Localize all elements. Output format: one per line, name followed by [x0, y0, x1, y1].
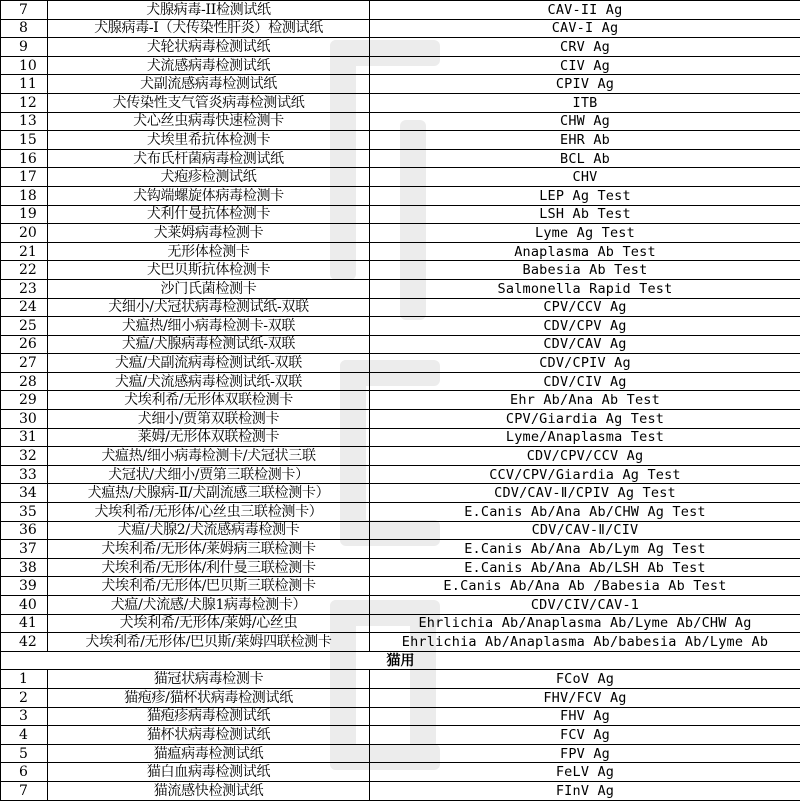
- table-row: [1, 168, 800, 187]
- product-name: 犬心丝虫病毒快速检测卡: [48, 112, 370, 131]
- table-row: [1, 410, 800, 429]
- table-row: [1, 558, 800, 577]
- table-row: [1, 224, 800, 243]
- product-code: FCoV Ag: [370, 670, 800, 689]
- product-code: CAV-II Ag: [370, 1, 800, 20]
- table-row: [1, 540, 800, 559]
- table-row: [1, 335, 800, 354]
- product-name: 猫白血病毒检测试纸: [48, 763, 370, 782]
- table-row: [1, 503, 800, 522]
- table-row: [1, 428, 800, 447]
- table-row: [1, 484, 800, 503]
- table-row: [1, 56, 800, 75]
- row-number: 30: [1, 410, 48, 429]
- row-number: 24: [1, 298, 48, 317]
- product-name: 犬布氏杆菌病毒检测试纸: [48, 149, 370, 168]
- row-number: 20: [1, 224, 48, 243]
- product-name: 犬埃利希/无形体/巴贝斯三联检测卡: [48, 577, 370, 596]
- table-row: [1, 521, 800, 540]
- table-row: [1, 391, 800, 410]
- product-code: CHW Ag: [370, 112, 800, 131]
- product-code: FHV/FCV Ag: [370, 688, 800, 707]
- row-number: 33: [1, 465, 48, 484]
- product-name: 沙门氏菌检测卡: [48, 279, 370, 298]
- product-name: 犬埃利希/无形体/莱姆/心丝虫: [48, 614, 370, 633]
- product-name: 猫流感快检测试纸: [48, 781, 370, 800]
- product-code: E.Canis Ab/Ana Ab/Lym Ag Test: [370, 540, 800, 559]
- table-row: [1, 1, 800, 20]
- row-number: 7: [1, 1, 48, 20]
- table-row: [1, 670, 800, 689]
- table-row: [1, 614, 800, 633]
- row-number: 9: [1, 38, 48, 57]
- table-row: [1, 112, 800, 131]
- table-row: [1, 149, 800, 168]
- product-code: Salmonella Rapid Test: [370, 279, 800, 298]
- product-name: 犬瘟/犬腺2/犬流感病毒检测卡: [48, 521, 370, 540]
- product-name: 犬细小/犬冠状病毒检测试纸-双联: [48, 298, 370, 317]
- table-row: [1, 75, 800, 94]
- product-name: 犬埃利希/无形体/莱姆病三联检测卡: [48, 540, 370, 559]
- product-code: CDV/CIV/CAV-1: [370, 596, 800, 615]
- product-code: CDV/CAV-Ⅱ/CPIV Ag Test: [370, 484, 800, 503]
- table-row: [1, 372, 800, 391]
- product-code: CPV/CCV Ag: [370, 298, 800, 317]
- row-number: 27: [1, 354, 48, 373]
- section-header-row: [1, 651, 800, 670]
- product-name: 猫杯状病毒检测试纸: [48, 726, 370, 745]
- product-code: Ehrlichia Ab/Anaplasma Ab/Lyme Ab/CHW Ag: [370, 614, 800, 633]
- table-row: [1, 633, 800, 652]
- row-number: 29: [1, 391, 48, 410]
- product-code: Babesia Ab Test: [370, 261, 800, 280]
- product-name: 猫疱疹/猫杯状病毒检测试纸: [48, 688, 370, 707]
- row-number: 23: [1, 279, 48, 298]
- row-number: 25: [1, 317, 48, 336]
- table-row: [1, 261, 800, 280]
- row-number: 37: [1, 540, 48, 559]
- product-name: 犬瘟/犬腺病毒检测试纸-双联: [48, 335, 370, 354]
- product-code: CDV/CPIV Ag: [370, 354, 800, 373]
- table-row: [1, 38, 800, 57]
- product-name: 犬冠状/犬细小/贾第三联检测卡）: [48, 465, 370, 484]
- product-name: 犬瘟热/细小病毒检测卡/犬冠状三联: [48, 447, 370, 466]
- product-name: 犬莱姆病毒检测卡: [48, 224, 370, 243]
- product-name: 犬瘟/犬副流病毒检测试纸-双联: [48, 354, 370, 373]
- product-code: FHV Ag: [370, 707, 800, 726]
- row-number: 42: [1, 633, 48, 652]
- product-code: CDV/CPV/CCV Ag: [370, 447, 800, 466]
- row-number: 19: [1, 205, 48, 224]
- row-number: 3: [1, 707, 48, 726]
- product-code: CHV: [370, 168, 800, 187]
- row-number: 5: [1, 744, 48, 763]
- row-number: 39: [1, 577, 48, 596]
- product-code: CPIV Ag: [370, 75, 800, 94]
- product-code: CRV Ag: [370, 38, 800, 57]
- product-code: BCL Ab: [370, 149, 800, 168]
- product-code: FPV Ag: [370, 744, 800, 763]
- table-row: [1, 465, 800, 484]
- product-code: CPV/Giardia Ag Test: [370, 410, 800, 429]
- product-code: CDV/CIV Ag: [370, 372, 800, 391]
- product-name: 犬巴贝斯抗体检测卡: [48, 261, 370, 280]
- row-number: 13: [1, 112, 48, 131]
- product-name: 犬钩端螺旋体病毒检测卡: [48, 186, 370, 205]
- table-row: [1, 317, 800, 336]
- table-row: [1, 279, 800, 298]
- row-number: 15: [1, 131, 48, 150]
- product-name: 猫冠状病毒检测卡: [48, 670, 370, 689]
- product-table-body: [1, 1, 800, 801]
- product-name: 无形体检测卡: [48, 242, 370, 261]
- table-row: [1, 354, 800, 373]
- row-number: 18: [1, 186, 48, 205]
- product-name: 犬埃利希/无形体/心丝虫三联检测卡）: [48, 503, 370, 522]
- product-name: 犬瘟/犬流感/犬腺1病毒检测卡）: [48, 596, 370, 615]
- row-number: 12: [1, 93, 48, 112]
- table-row: [1, 131, 800, 150]
- product-code: Anaplasma Ab Test: [370, 242, 800, 261]
- product-code: CCV/CPV/Giardia Ag Test: [370, 465, 800, 484]
- product-name: 犬瘟/犬流感病毒检测试纸-双联: [48, 372, 370, 391]
- product-name: 犬腺病毒-II检测试纸: [48, 1, 370, 20]
- product-code: LSH Ab Test: [370, 205, 800, 224]
- row-number: 8: [1, 19, 48, 38]
- table-row: [1, 763, 800, 782]
- product-name: 犬疱疹检测试纸: [48, 168, 370, 187]
- product-code: E.Canis Ab/Ana Ab /Babesia Ab Test: [370, 577, 800, 596]
- table-row: [1, 596, 800, 615]
- row-number: 10: [1, 56, 48, 75]
- row-number: 32: [1, 447, 48, 466]
- product-code: CDV/CAV-Ⅱ/CIV: [370, 521, 800, 540]
- row-number: 17: [1, 168, 48, 187]
- row-number: 28: [1, 372, 48, 391]
- product-code: E.Canis Ab/Ana Ab/LSH Ab Test: [370, 558, 800, 577]
- product-name: 犬细小/贾第双联检测卡: [48, 410, 370, 429]
- product-code: Ehr Ab/Ana Ab Test: [370, 391, 800, 410]
- row-number: 2: [1, 688, 48, 707]
- row-number: 26: [1, 335, 48, 354]
- row-number: 35: [1, 503, 48, 522]
- table-row: [1, 744, 800, 763]
- row-number: 36: [1, 521, 48, 540]
- product-name: 猫瘟病毒检测试纸: [48, 744, 370, 763]
- product-name: 犬埃里希抗体检测卡: [48, 131, 370, 150]
- table-row: [1, 577, 800, 596]
- product-code: FeLV Ag: [370, 763, 800, 782]
- table-row: [1, 242, 800, 261]
- product-name: 犬瘟热/细小病毒检测卡-双联: [48, 317, 370, 336]
- table-row: [1, 205, 800, 224]
- product-name: 犬利什曼抗体检测卡: [48, 205, 370, 224]
- row-number: 6: [1, 763, 48, 782]
- product-name: 犬腺病毒-I（犬传染性肝炎）检测试纸: [48, 19, 370, 38]
- table-row: [1, 781, 800, 800]
- row-number: 4: [1, 726, 48, 745]
- row-number: 21: [1, 242, 48, 261]
- product-name: 犬埃利希/无形体/利什曼三联检测卡: [48, 558, 370, 577]
- product-name: 犬轮状病毒检测试纸: [48, 38, 370, 57]
- product-code: CDV/CPV Ag: [370, 317, 800, 336]
- row-number: 1: [1, 670, 48, 689]
- table-row: [1, 19, 800, 38]
- row-number: 38: [1, 558, 48, 577]
- product-code: Lyme Ag Test: [370, 224, 800, 243]
- row-number: 34: [1, 484, 48, 503]
- row-number: 40: [1, 596, 48, 615]
- product-code: FInV Ag: [370, 781, 800, 800]
- product-code: FCV Ag: [370, 726, 800, 745]
- table-row: [1, 298, 800, 317]
- product-name: 犬瘟热/犬腺病-Ⅱ/犬副流感三联检测卡）: [48, 484, 370, 503]
- row-number: 31: [1, 428, 48, 447]
- row-number: 11: [1, 75, 48, 94]
- section-title-cat: 猫用: [1, 651, 800, 670]
- product-name: 犬副流感病毒检测试纸: [48, 75, 370, 94]
- row-number: 7: [1, 781, 48, 800]
- table-row: [1, 447, 800, 466]
- product-code: Lyme/Anaplasma Test: [370, 428, 800, 447]
- product-name: 犬传染性支气管炎病毒检测试纸: [48, 93, 370, 112]
- table-row: [1, 726, 800, 745]
- table-row: [1, 688, 800, 707]
- product-name: 犬流感病毒检测试纸: [48, 56, 370, 75]
- product-code: ITB: [370, 93, 800, 112]
- product-name: 莱姆/无形体双联检测卡: [48, 428, 370, 447]
- product-code: LEP Ag Test: [370, 186, 800, 205]
- row-number: 22: [1, 261, 48, 280]
- product-code: CIV Ag: [370, 56, 800, 75]
- table-row: [1, 707, 800, 726]
- product-code: Ehrlichia Ab/Anaplasma Ab/babesia Ab/Lyme Ab: [370, 633, 800, 652]
- product-name: 犬埃利希/无形体/巴贝斯/莱姆四联检测卡: [48, 633, 370, 652]
- product-code: EHR Ab: [370, 131, 800, 150]
- product-code: CDV/CAV Ag: [370, 335, 800, 354]
- table-row: [1, 186, 800, 205]
- row-number: 41: [1, 614, 48, 633]
- table-row: [1, 93, 800, 112]
- product-name: 猫疱疹病毒检测试纸: [48, 707, 370, 726]
- product-code: E.Canis Ab/Ana Ab/CHW Ag Test: [370, 503, 800, 522]
- row-number: 16: [1, 149, 48, 168]
- product-name: 犬埃利希/无形体双联检测卡: [48, 391, 370, 410]
- product-code: CAV-I Ag: [370, 19, 800, 38]
